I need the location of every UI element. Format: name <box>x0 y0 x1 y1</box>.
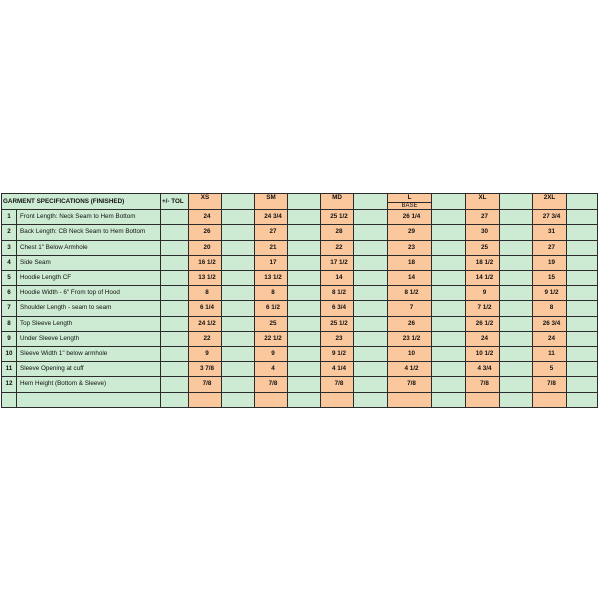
size-value-cell: 24 <box>533 331 567 346</box>
size-value-cell: 4 1/2 <box>388 362 432 377</box>
measurement-description: Back Length: CB Neck Seam to Hem Bottom <box>17 225 161 240</box>
spacer-cell <box>354 316 388 331</box>
size-value-cell: 7/8 <box>388 377 432 392</box>
spacer-cell <box>354 346 388 361</box>
size-value-cell: 5 <box>533 362 567 377</box>
size-value-cell: 17 1/2 <box>321 255 354 270</box>
size-value-cell: 26 1/2 <box>466 316 500 331</box>
spacer-header <box>567 194 598 210</box>
spacer-cell <box>288 316 321 331</box>
size-value-cell: 23 1/2 <box>388 331 432 346</box>
spacer-header <box>288 194 321 210</box>
spacer-cell <box>567 225 598 240</box>
size-value-cell: 27 <box>255 225 288 240</box>
table-row <box>2 225 598 240</box>
size-value-cell: 4 <box>255 362 288 377</box>
size-value-cell: 14 <box>388 271 432 286</box>
row-number: 7 <box>2 301 17 316</box>
spacer-cell <box>288 301 321 316</box>
size-value-cell: 28 <box>321 225 354 240</box>
blank-cell <box>500 392 533 407</box>
spacer-cell <box>354 362 388 377</box>
size-header-2xl: 2XL <box>533 194 567 210</box>
size-value-cell: 10 1/2 <box>466 346 500 361</box>
size-value-cell: 27 <box>466 210 500 225</box>
spacer-cell <box>288 331 321 346</box>
spacer-cell <box>432 271 466 286</box>
size-header-xs: XS <box>189 194 222 210</box>
size-header-md: MD <box>321 194 354 210</box>
measurement-description: Side Seam <box>17 255 161 270</box>
measurement-description: Chest 1" Below Armhole <box>17 240 161 255</box>
spacer-cell <box>222 377 255 392</box>
size-value-cell: 31 <box>533 225 567 240</box>
spacer-cell <box>354 286 388 301</box>
blank-cell <box>17 392 161 407</box>
blank-cell <box>189 392 222 407</box>
size-value-cell: 7/8 <box>466 377 500 392</box>
table-row <box>2 240 598 255</box>
size-value-cell: 24 3/4 <box>255 210 288 225</box>
size-value-cell: 18 1/2 <box>466 255 500 270</box>
blank-cell <box>567 392 598 407</box>
size-value-cell: 19 <box>533 255 567 270</box>
spacer-cell <box>432 225 466 240</box>
size-value-cell: 7 <box>388 301 432 316</box>
blank-cell <box>533 392 567 407</box>
size-value-cell: 17 <box>255 255 288 270</box>
row-number: 9 <box>2 331 17 346</box>
spacer-cell <box>567 210 598 225</box>
row-number: 10 <box>2 346 17 361</box>
spacer-header <box>500 194 533 210</box>
table-row <box>2 346 598 361</box>
size-value-cell: 23 <box>321 331 354 346</box>
size-value-cell: 26 3/4 <box>533 316 567 331</box>
spacer-cell <box>567 362 598 377</box>
size-value-cell: 8 <box>533 301 567 316</box>
size-value-cell: 9 1/2 <box>533 286 567 301</box>
size-value-cell: 4 1/4 <box>321 362 354 377</box>
spacer-cell <box>567 331 598 346</box>
size-value-cell: 7/8 <box>321 377 354 392</box>
blank-cell <box>255 392 288 407</box>
size-value-cell: 25 <box>466 240 500 255</box>
spacer-cell <box>432 286 466 301</box>
size-value-cell: 9 <box>189 346 222 361</box>
size-value-cell: 16 1/2 <box>189 255 222 270</box>
size-value-cell: 21 <box>255 240 288 255</box>
tolerance-cell <box>161 346 189 361</box>
blank-cell <box>288 392 321 407</box>
size-value-cell: 27 <box>533 240 567 255</box>
blank-cell <box>222 392 255 407</box>
size-value-cell: 8 <box>255 286 288 301</box>
measurement-description: Sleeve Opening at cuff <box>17 362 161 377</box>
size-value-cell: 13 1/2 <box>255 271 288 286</box>
size-value-cell: 25 1/2 <box>321 210 354 225</box>
measurement-description: Sleeve Width 1" below armhole <box>17 346 161 361</box>
spacer-cell <box>288 362 321 377</box>
measurement-description: Top Sleeve Length <box>17 316 161 331</box>
size-header-l <box>388 194 432 210</box>
spacer-cell <box>222 286 255 301</box>
table-row <box>2 210 598 225</box>
spacer-cell <box>288 377 321 392</box>
size-value-cell: 22 <box>321 240 354 255</box>
spacer-cell <box>567 377 598 392</box>
table-row <box>2 286 598 301</box>
size-value-cell: 20 <box>189 240 222 255</box>
spacer-cell <box>567 301 598 316</box>
spacer-cell <box>354 331 388 346</box>
spacer-cell <box>432 316 466 331</box>
size-value-cell: 26 <box>388 316 432 331</box>
spacer-cell <box>500 255 533 270</box>
measurement-description: Hoodie Length CF <box>17 271 161 286</box>
spacer-cell <box>500 225 533 240</box>
spacer-cell <box>432 377 466 392</box>
tolerance-cell <box>161 271 189 286</box>
spacer-cell <box>567 271 598 286</box>
table-row <box>2 255 598 270</box>
measurement-description: Shoulder Length - seam to seam <box>17 301 161 316</box>
tolerance-cell <box>161 301 189 316</box>
spacer-cell <box>222 225 255 240</box>
spacer-cell <box>432 255 466 270</box>
spacer-cell <box>567 255 598 270</box>
spacer-cell <box>222 331 255 346</box>
row-number: 12 <box>2 377 17 392</box>
tolerance-cell <box>161 210 189 225</box>
row-number: 11 <box>2 362 17 377</box>
size-value-cell: 22 1/2 <box>255 331 288 346</box>
spacer-cell <box>354 255 388 270</box>
row-number: 5 <box>2 271 17 286</box>
spacer-cell <box>222 210 255 225</box>
size-value-cell: 22 <box>189 331 222 346</box>
size-value-cell: 4 3/4 <box>466 362 500 377</box>
size-value-cell: 24 1/2 <box>189 316 222 331</box>
spacer-cell <box>500 271 533 286</box>
spacer-cell <box>567 316 598 331</box>
row-number: 4 <box>2 255 17 270</box>
size-value-cell: 8 1/2 <box>388 286 432 301</box>
spacer-cell <box>354 225 388 240</box>
header-row <box>2 194 598 210</box>
spacer-cell <box>222 362 255 377</box>
table-row <box>2 362 598 377</box>
size-header-xl: XL <box>466 194 500 210</box>
spacer-cell <box>500 346 533 361</box>
size-value-cell: 6 1/2 <box>255 301 288 316</box>
measurement-description: Front Length: Neck Seam to Hem Bottom <box>17 210 161 225</box>
size-value-cell: 26 1/4 <box>388 210 432 225</box>
spacer-cell <box>288 210 321 225</box>
row-number: 2 <box>2 225 17 240</box>
blank-cell <box>354 392 388 407</box>
measurement-description: Hoodie Width - 6" From top of Hood <box>17 286 161 301</box>
row-number: 3 <box>2 240 17 255</box>
spacer-cell <box>567 346 598 361</box>
spacer-cell <box>432 240 466 255</box>
tolerance-cell <box>161 316 189 331</box>
spacer-cell <box>222 271 255 286</box>
size-value-cell: 26 <box>189 225 222 240</box>
spacer-cell <box>354 377 388 392</box>
spacer-cell <box>500 210 533 225</box>
spacer-cell <box>500 316 533 331</box>
size-value-cell: 7 1/2 <box>466 301 500 316</box>
spacer-cell <box>222 346 255 361</box>
spacer-cell <box>432 210 466 225</box>
size-value-cell: 7/8 <box>533 377 567 392</box>
spacer-cell <box>432 331 466 346</box>
table-row <box>2 301 598 316</box>
spacer-cell <box>288 225 321 240</box>
blank-cell <box>466 392 500 407</box>
tolerance-cell <box>161 240 189 255</box>
base-size-label: BASE <box>388 202 431 209</box>
row-number: 8 <box>2 316 17 331</box>
row-number: 1 <box>2 210 17 225</box>
size-value-cell: 11 <box>533 346 567 361</box>
size-value-cell: 14 1/2 <box>466 271 500 286</box>
size-value-cell: 29 <box>388 225 432 240</box>
row-number: 6 <box>2 286 17 301</box>
size-value-cell: 6 3/4 <box>321 301 354 316</box>
spacer-cell <box>567 286 598 301</box>
size-value-cell: 9 <box>466 286 500 301</box>
spacer-header <box>222 194 255 210</box>
spacer-cell <box>354 301 388 316</box>
spacer-cell <box>500 377 533 392</box>
table-row <box>2 271 598 286</box>
size-value-cell: 9 1/2 <box>321 346 354 361</box>
size-value-cell: 27 3/4 <box>533 210 567 225</box>
tolerance-cell <box>161 286 189 301</box>
blank-cell <box>432 392 466 407</box>
size-value-cell: 8 1/2 <box>321 286 354 301</box>
spacer-cell <box>500 240 533 255</box>
garment-spec-table <box>1 193 598 408</box>
spacer-cell <box>288 346 321 361</box>
spacer-cell <box>222 301 255 316</box>
spacer-cell <box>500 286 533 301</box>
size-value-cell: 9 <box>255 346 288 361</box>
blank-row <box>2 392 598 407</box>
spacer-cell <box>222 240 255 255</box>
spec-title: GARMENT SPECIFICATIONS (FINISHED) <box>2 194 161 210</box>
tolerance-cell <box>161 225 189 240</box>
size-l-label: L <box>407 194 412 201</box>
size-value-cell: 30 <box>466 225 500 240</box>
size-value-cell: 25 1/2 <box>321 316 354 331</box>
size-header-sm: SM <box>255 194 288 210</box>
size-value-cell: 10 <box>388 346 432 361</box>
table-row <box>2 316 598 331</box>
spacer-cell <box>567 240 598 255</box>
spacer-cell <box>288 240 321 255</box>
size-value-cell: 24 <box>466 331 500 346</box>
tolerance-header: +/- TOL <box>161 194 189 210</box>
size-value-cell: 13 1/2 <box>189 271 222 286</box>
spacer-header <box>354 194 388 210</box>
measurement-description: Under Sleeve Length <box>17 331 161 346</box>
size-value-cell: 7/8 <box>255 377 288 392</box>
spacer-cell <box>288 255 321 270</box>
spacer-cell <box>288 271 321 286</box>
tolerance-cell <box>161 255 189 270</box>
size-value-cell: 7/8 <box>189 377 222 392</box>
size-value-cell: 24 <box>189 210 222 225</box>
size-value-cell: 15 <box>533 271 567 286</box>
spacer-cell <box>354 210 388 225</box>
blank-cell <box>321 392 354 407</box>
tolerance-cell <box>161 331 189 346</box>
spacer-cell <box>354 240 388 255</box>
tolerance-cell <box>161 377 189 392</box>
size-value-cell: 8 <box>189 286 222 301</box>
spacer-cell <box>500 301 533 316</box>
size-value-cell: 3 7/8 <box>189 362 222 377</box>
size-value-cell: 6 1/4 <box>189 301 222 316</box>
spacer-header <box>432 194 466 210</box>
spacer-cell <box>432 346 466 361</box>
spacer-cell <box>432 362 466 377</box>
spacer-cell <box>222 255 255 270</box>
spacer-cell <box>500 331 533 346</box>
tolerance-cell <box>161 362 189 377</box>
spacer-cell <box>432 301 466 316</box>
table-row <box>2 377 598 392</box>
size-value-cell: 18 <box>388 255 432 270</box>
spacer-cell <box>354 271 388 286</box>
table-row <box>2 331 598 346</box>
blank-cell <box>2 392 17 407</box>
blank-cell <box>161 392 189 407</box>
spacer-cell <box>500 362 533 377</box>
size-value-cell: 25 <box>255 316 288 331</box>
spacer-cell <box>222 316 255 331</box>
spacer-cell <box>288 286 321 301</box>
blank-cell <box>388 392 432 407</box>
measurement-description: Hem Height (Bottom & Sleeve) <box>17 377 161 392</box>
size-value-cell: 14 <box>321 271 354 286</box>
size-value-cell: 23 <box>388 240 432 255</box>
